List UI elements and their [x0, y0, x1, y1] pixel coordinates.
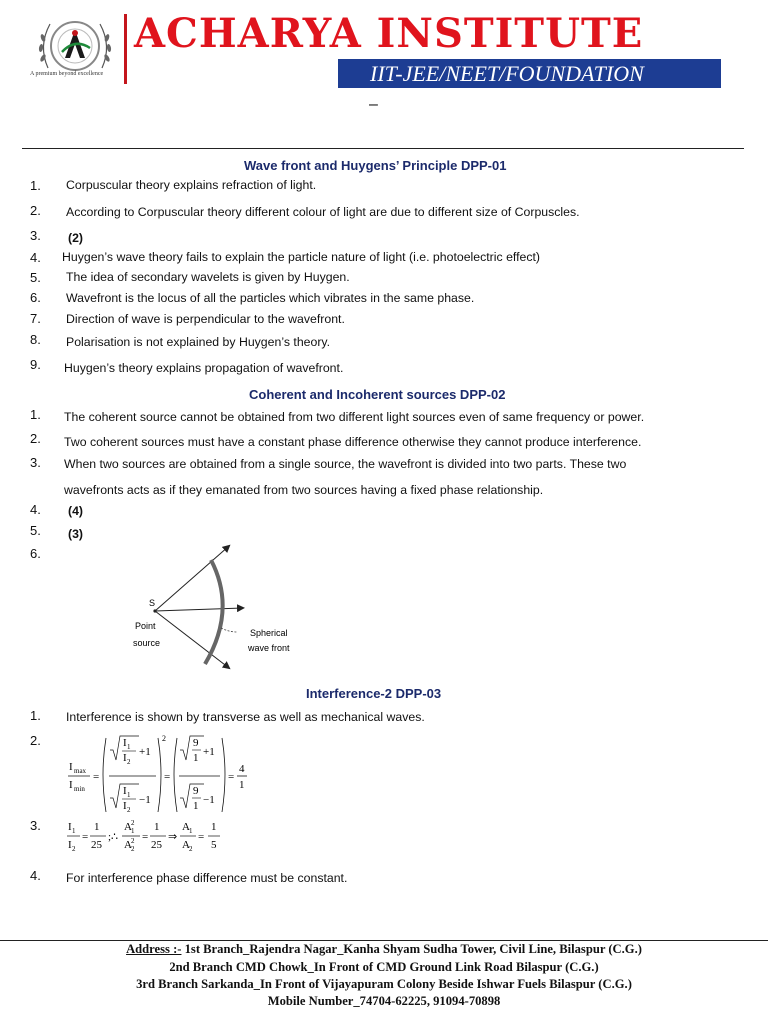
item-number: 4. — [30, 250, 41, 265]
svg-text:I: I — [123, 800, 127, 812]
svg-text:A: A — [182, 821, 190, 833]
intensity-ratio-equation — [64, 728, 264, 818]
svg-text:2: 2 — [127, 806, 131, 814]
item-text: Interference is shown by transverse as well as mechanical waves. — [66, 710, 425, 724]
svg-text:⇒: ⇒ — [168, 831, 178, 843]
wavefront-label: Spherical — [250, 628, 288, 638]
svg-text:A: A — [124, 821, 132, 833]
footer-rule — [0, 940, 768, 941]
institute-name: ACHARYA INSTITUTE — [134, 10, 644, 57]
section-title-dpp02: Coherent and Incoherent sources DPP-02 — [249, 387, 506, 402]
svg-text:I: I — [69, 779, 73, 791]
svg-text:2: 2 — [72, 845, 76, 853]
svg-text:2: 2 — [127, 758, 131, 766]
ray-mid — [155, 608, 243, 611]
svg-text:I: I — [123, 737, 127, 749]
item-number: 4. — [30, 502, 41, 517]
svg-text:=: = — [228, 771, 235, 783]
svg-text:1: 1 — [211, 821, 217, 833]
item-number: 6. — [30, 546, 41, 561]
svg-text:4: 4 — [239, 763, 245, 775]
svg-text:=: = — [164, 771, 171, 783]
svg-text:;∴: ;∴ — [108, 831, 119, 843]
item-number: 8. — [30, 332, 41, 347]
svg-text:−1: −1 — [139, 794, 151, 806]
wavefront-diagram — [125, 540, 305, 670]
item-number: 3. — [30, 818, 41, 833]
svg-text:−1: −1 — [203, 794, 215, 806]
item-number: 2. — [30, 733, 41, 748]
svg-text:I: I — [69, 761, 73, 773]
item-text: Direction of wave is perpendicular to the wavefront. — [66, 312, 345, 326]
svg-text:I: I — [123, 785, 127, 797]
item-answer: (2) — [68, 231, 84, 245]
svg-text:max: max — [74, 767, 87, 775]
item-text: Huygen’s wave theory fails to explain the particle nature of light (i.e. photoelectric effect) — [62, 250, 541, 264]
svg-text:1: 1 — [193, 800, 199, 812]
point-source-label: Point — [135, 621, 156, 631]
section-title-dpp01: Wave front and Huygens’ Principle DPP-01 — [244, 158, 507, 173]
svg-text:I: I — [123, 752, 127, 764]
item-number: 3. — [30, 228, 41, 243]
svg-text:9: 9 — [193, 785, 199, 797]
item-number: 2. — [30, 203, 41, 218]
item-text: Wavefront is the locus of all the particles which vibrates in the same phase. — [66, 291, 475, 305]
svg-text:A: A — [124, 839, 132, 851]
svg-text:+1: +1 — [203, 746, 215, 758]
svg-text:1: 1 — [127, 743, 131, 751]
header-divider — [124, 14, 127, 84]
item-number: 4. — [30, 868, 41, 883]
item-text: Polarisation is not explained by Huygen’s theory. — [66, 335, 331, 349]
svg-text:2: 2 — [131, 837, 135, 845]
s-label: S — [149, 598, 156, 608]
logo-caption: A premium beyond excellence — [30, 71, 104, 77]
item-number: 5. — [30, 523, 41, 538]
item-number: 6. — [30, 290, 41, 305]
item-text: Huygen’s theory explains propagation of wavefront. — [64, 361, 344, 375]
footer-address-3: 3rd Branch Sarkanda_In Front of Vijayapuram Colony Beside Ishwar Fuels Bilaspur (C.G.) — [136, 977, 632, 991]
amplitude-ratio-equation — [66, 816, 236, 856]
header-dash: – — [369, 96, 378, 113]
svg-text:=: = — [93, 771, 100, 783]
svg-text:1: 1 — [154, 821, 160, 833]
tagline: IIT-JEE/NEET/FOUNDATION — [370, 61, 644, 86]
label-pointer — [221, 628, 237, 632]
footer-address-1: Address :- 1st Branch_Rajendra Nagar_Kanha Shyam Sudha Tower, Civil Line, Bilaspur (C.G.) — [126, 942, 642, 956]
item-number: 7. — [30, 311, 41, 326]
svg-text:I: I — [68, 839, 72, 851]
svg-text:2: 2 — [189, 845, 193, 853]
point-source-label: source — [133, 638, 161, 648]
section-title-dpp03: Interference-2 DPP-03 — [306, 686, 442, 701]
svg-text:5: 5 — [211, 839, 217, 851]
wavefront-label: wave front — [248, 643, 290, 653]
item-answer: (4) — [68, 504, 84, 518]
point-source-dot — [153, 609, 156, 612]
svg-text:min: min — [74, 785, 85, 793]
item-text: According to Corpuscular theory different colour of light are due to different size of Corpuscles. — [66, 205, 580, 219]
svg-text:2: 2 — [131, 819, 135, 827]
item-text: Corpuscular theory explains refraction of light. — [66, 178, 317, 192]
svg-text:25: 25 — [91, 839, 102, 851]
item-text: When two sources are obtained from a single source, the wavefront is divided into two parts. These two — [64, 457, 627, 471]
svg-text:+1: +1 — [139, 746, 151, 758]
item-number: 3. — [30, 455, 41, 470]
svg-text:I: I — [68, 821, 72, 833]
item-text: Two coherent sources must have a constant phase difference otherwise they cannot produce interference. — [64, 435, 642, 449]
item-number: 2. — [30, 431, 41, 446]
item-text: For interference phase difference must be constant. — [66, 871, 348, 885]
spherical-wavefront-arc — [205, 560, 223, 664]
svg-text:A: A — [182, 839, 190, 851]
svg-text:1: 1 — [193, 752, 199, 764]
address-label: Address :- — [126, 942, 182, 956]
svg-text:1: 1 — [189, 827, 193, 835]
svg-text:25: 25 — [151, 839, 162, 851]
svg-text:=: = — [198, 831, 205, 843]
svg-text:1: 1 — [127, 791, 131, 799]
item-number: 1. — [30, 178, 41, 193]
svg-text:1: 1 — [94, 821, 100, 833]
svg-text:1: 1 — [72, 827, 76, 835]
item-number: 1. — [30, 708, 41, 723]
svg-text:2: 2 — [162, 734, 166, 743]
svg-text:9: 9 — [193, 737, 199, 749]
item-number: 9. — [30, 357, 41, 372]
top-rule — [22, 148, 744, 149]
svg-text:2: 2 — [131, 845, 135, 853]
item-text: The idea of secondary wavelets is given by Huygen. — [66, 270, 350, 284]
item-answer: (3) — [68, 527, 84, 541]
item-text: The coherent source cannot be obtained from two different light sources even of same frequency or power. — [64, 410, 645, 424]
svg-text:1: 1 — [239, 779, 245, 791]
item-text-continued: wavefronts acts as if they emanated from two sources having a fixed phase relationship. — [64, 483, 544, 497]
svg-text:=: = — [142, 831, 149, 843]
item-number: 1. — [30, 407, 41, 422]
footer-mobile: Mobile Number_74704-62225, 91094-70898 — [267, 994, 501, 1008]
svg-text:=: = — [82, 831, 89, 843]
item-number: 5. — [30, 270, 41, 285]
svg-text:1: 1 — [131, 827, 135, 835]
footer-address-2: 2nd Branch CMD Chowk_In Front of CMD Ground Link Road Bilaspur (C.G.) — [169, 960, 599, 974]
